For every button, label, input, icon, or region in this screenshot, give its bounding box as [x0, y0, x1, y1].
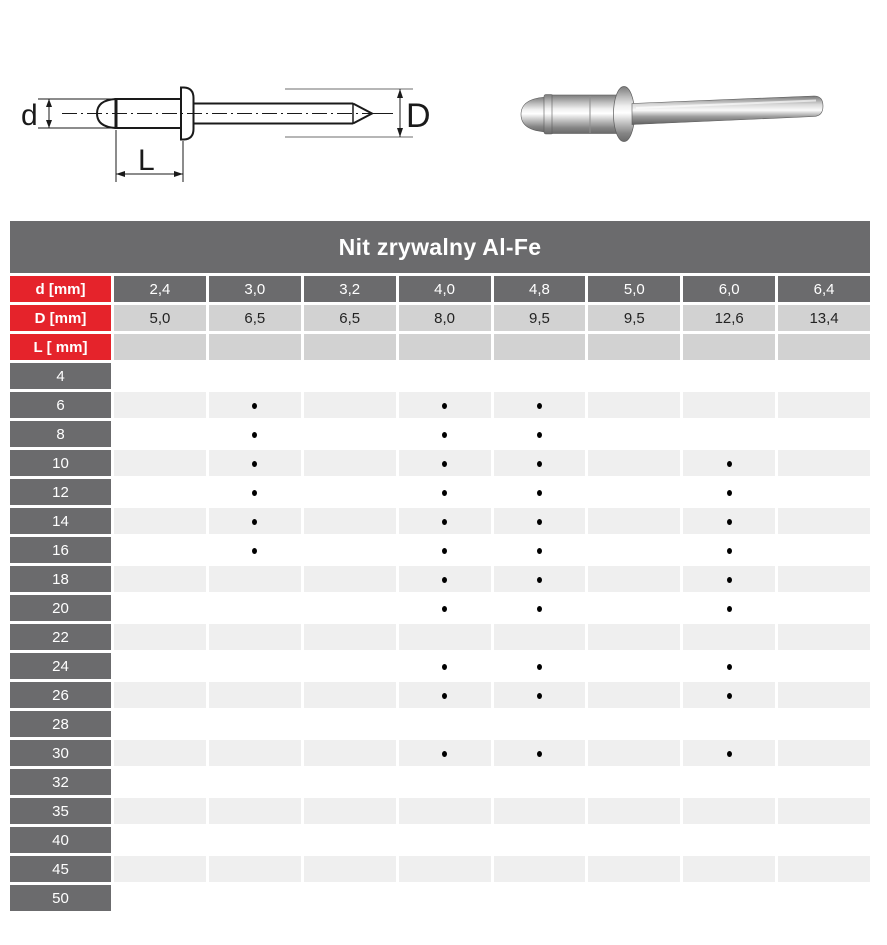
availability-cell	[209, 624, 301, 650]
D-value-cell: 6,5	[304, 305, 396, 331]
length-row	[10, 537, 870, 563]
availability-cell	[683, 769, 775, 795]
availability-cell	[683, 595, 775, 621]
length-label: 20	[10, 595, 111, 621]
availability-cell	[114, 363, 206, 389]
d-value-cell: 3,2	[304, 276, 396, 302]
availability-cell	[304, 479, 396, 505]
availability-cell	[778, 856, 870, 882]
length-row	[10, 885, 870, 911]
availability-cell	[114, 740, 206, 766]
availability-cell	[209, 653, 301, 679]
length-row	[10, 595, 870, 621]
availability-cell	[778, 798, 870, 824]
table-title: Nit zrywalny Al-Fe	[10, 221, 870, 273]
length-label: 30	[10, 740, 111, 766]
availability-cell	[209, 450, 301, 476]
availability-cell	[778, 682, 870, 708]
availability-cell	[114, 508, 206, 534]
arrowhead	[46, 120, 52, 128]
availability-dot	[537, 664, 542, 670]
length-row	[10, 624, 870, 650]
row-D	[10, 305, 870, 331]
availability-cell	[683, 508, 775, 534]
availability-cell	[304, 392, 396, 418]
availability-cell	[304, 827, 396, 853]
dimension-label-d: d	[21, 99, 38, 132]
availability-dot	[537, 577, 542, 583]
availability-cell	[399, 885, 491, 911]
availability-cell	[304, 363, 396, 389]
availability-cell	[683, 740, 775, 766]
availability-dot	[537, 519, 542, 525]
dimension-label-L: L	[138, 144, 155, 177]
availability-cell	[209, 856, 301, 882]
length-row	[10, 740, 870, 766]
availability-cell	[494, 363, 586, 389]
availability-cell	[588, 711, 680, 737]
availability-cell	[399, 827, 491, 853]
availability-cell	[494, 508, 586, 534]
length-row	[10, 711, 870, 737]
rivet-size-table	[7, 218, 873, 914]
availability-cell	[114, 682, 206, 708]
availability-cell	[588, 653, 680, 679]
L-header-cell	[209, 334, 301, 360]
availability-cell	[494, 537, 586, 563]
L-header-cell	[114, 334, 206, 360]
availability-dot	[442, 548, 447, 554]
availability-cell	[209, 537, 301, 563]
row-label-d: d [mm]	[10, 276, 111, 302]
availability-cell	[399, 711, 491, 737]
availability-cell	[494, 856, 586, 882]
availability-dot	[537, 693, 542, 699]
L-header-cell	[778, 334, 870, 360]
availability-cell	[778, 740, 870, 766]
availability-cell	[399, 856, 491, 882]
availability-cell	[114, 653, 206, 679]
availability-dot	[727, 664, 732, 670]
length-row	[10, 856, 870, 882]
availability-cell	[304, 856, 396, 882]
length-row	[10, 508, 870, 534]
availability-cell	[588, 363, 680, 389]
availability-cell	[209, 508, 301, 534]
availability-cell	[588, 798, 680, 824]
availability-cell	[209, 798, 301, 824]
availability-cell	[399, 769, 491, 795]
availability-cell	[494, 392, 586, 418]
length-label: 50	[10, 885, 111, 911]
availability-dot	[537, 606, 542, 612]
availability-dot	[252, 461, 257, 467]
availability-dot	[727, 490, 732, 496]
availability-dot	[252, 548, 257, 554]
availability-dot	[252, 432, 257, 438]
availability-cell	[588, 566, 680, 592]
length-row	[10, 827, 870, 853]
availability-cell	[494, 827, 586, 853]
availability-cell	[399, 392, 491, 418]
availability-dot	[442, 664, 447, 670]
length-label: 28	[10, 711, 111, 737]
D-value-cell: 13,4	[778, 305, 870, 331]
availability-cell	[778, 827, 870, 853]
d-value-cell: 6,0	[683, 276, 775, 302]
length-label: 32	[10, 769, 111, 795]
availability-cell	[114, 566, 206, 592]
availability-cell	[494, 595, 586, 621]
d-value-cell: 6,4	[778, 276, 870, 302]
availability-cell	[209, 421, 301, 447]
availability-dot	[252, 490, 257, 496]
availability-dot	[442, 606, 447, 612]
D-value-cell: 9,5	[494, 305, 586, 331]
length-label: 18	[10, 566, 111, 592]
availability-cell	[494, 711, 586, 737]
d-value-cell: 3,0	[209, 276, 301, 302]
availability-dot	[442, 490, 447, 496]
availability-dot	[727, 751, 732, 757]
availability-cell	[114, 421, 206, 447]
availability-cell	[683, 421, 775, 447]
availability-cell	[778, 450, 870, 476]
length-row	[10, 450, 870, 476]
availability-cell	[778, 479, 870, 505]
d-value-cell: 2,4	[114, 276, 206, 302]
availability-cell	[494, 653, 586, 679]
length-row	[10, 479, 870, 505]
D-value-cell: 12,6	[683, 305, 775, 331]
availability-cell	[399, 450, 491, 476]
d-value-cell: 4,8	[494, 276, 586, 302]
length-label: 22	[10, 624, 111, 650]
availability-dot	[442, 432, 447, 438]
availability-cell	[209, 479, 301, 505]
availability-cell	[588, 624, 680, 650]
arrowhead	[397, 89, 403, 98]
D-value-cell: 9,5	[588, 305, 680, 331]
length-row	[10, 421, 870, 447]
availability-dot	[442, 693, 447, 699]
availability-cell	[683, 392, 775, 418]
photo-mandrel	[632, 96, 823, 125]
availability-cell	[304, 711, 396, 737]
availability-cell	[114, 624, 206, 650]
availability-cell	[683, 682, 775, 708]
length-label: 6	[10, 392, 111, 418]
availability-cell	[778, 885, 870, 911]
photo-flange	[614, 87, 635, 142]
L-header-cell	[683, 334, 775, 360]
availability-dot	[727, 519, 732, 525]
length-row	[10, 392, 870, 418]
availability-cell	[399, 653, 491, 679]
availability-cell	[399, 537, 491, 563]
length-label: 35	[10, 798, 111, 824]
availability-cell	[399, 363, 491, 389]
availability-cell	[114, 392, 206, 418]
arrowhead	[116, 171, 125, 177]
availability-dot	[727, 577, 732, 583]
D-value-cell: 6,5	[209, 305, 301, 331]
availability-cell	[778, 392, 870, 418]
availability-cell	[399, 624, 491, 650]
availability-cell	[494, 798, 586, 824]
availability-cell	[683, 885, 775, 911]
availability-cell	[209, 769, 301, 795]
availability-cell	[304, 885, 396, 911]
availability-dot	[727, 606, 732, 612]
rivet-technical-drawing	[0, 0, 450, 218]
length-row	[10, 363, 870, 389]
availability-cell	[683, 450, 775, 476]
availability-cell	[588, 769, 680, 795]
availability-cell	[778, 653, 870, 679]
availability-cell	[304, 421, 396, 447]
availability-dot	[727, 693, 732, 699]
availability-cell	[399, 421, 491, 447]
availability-cell	[494, 450, 586, 476]
availability-cell	[588, 479, 680, 505]
availability-cell	[304, 537, 396, 563]
availability-cell	[778, 624, 870, 650]
availability-cell	[399, 798, 491, 824]
availability-dot	[537, 490, 542, 496]
arrowhead	[174, 171, 183, 177]
availability-cell	[778, 711, 870, 737]
availability-cell	[209, 711, 301, 737]
availability-dot	[252, 403, 257, 409]
availability-cell	[683, 624, 775, 650]
availability-cell	[304, 769, 396, 795]
availability-cell	[683, 856, 775, 882]
availability-cell	[304, 740, 396, 766]
availability-cell	[114, 856, 206, 882]
availability-cell	[778, 363, 870, 389]
availability-dot	[442, 751, 447, 757]
availability-cell	[494, 682, 586, 708]
availability-dot	[727, 461, 732, 467]
availability-cell	[304, 624, 396, 650]
availability-cell	[494, 885, 586, 911]
availability-cell	[494, 479, 586, 505]
arrowhead	[46, 99, 52, 107]
availability-cell	[114, 769, 206, 795]
availability-cell	[209, 682, 301, 708]
availability-cell	[588, 856, 680, 882]
row-d	[10, 276, 870, 302]
photo-ring	[544, 95, 553, 135]
availability-cell	[209, 595, 301, 621]
availability-cell	[304, 682, 396, 708]
availability-cell	[683, 711, 775, 737]
dimension-label-D: D	[406, 97, 431, 135]
length-row	[10, 653, 870, 679]
availability-cell	[114, 827, 206, 853]
length-label: 45	[10, 856, 111, 882]
length-label: 12	[10, 479, 111, 505]
availability-cell	[588, 508, 680, 534]
length-row	[10, 566, 870, 592]
availability-cell	[494, 769, 586, 795]
availability-cell	[588, 421, 680, 447]
arrowhead	[397, 128, 403, 137]
length-label: 14	[10, 508, 111, 534]
availability-cell	[778, 537, 870, 563]
availability-cell	[778, 508, 870, 534]
photo-body	[552, 95, 618, 134]
row-label-L: L [ mm]	[10, 334, 111, 360]
availability-cell	[114, 479, 206, 505]
availability-cell	[683, 537, 775, 563]
availability-cell	[588, 740, 680, 766]
availability-cell	[399, 682, 491, 708]
availability-dot	[537, 403, 542, 409]
availability-cell	[209, 740, 301, 766]
availability-cell	[683, 363, 775, 389]
availability-cell	[209, 827, 301, 853]
availability-dot	[537, 548, 542, 554]
length-label: 40	[10, 827, 111, 853]
availability-cell	[304, 508, 396, 534]
row-L-header	[10, 334, 870, 360]
availability-cell	[588, 885, 680, 911]
length-row	[10, 769, 870, 795]
D-value-cell: 8,0	[399, 305, 491, 331]
availability-dot	[537, 461, 542, 467]
availability-cell	[494, 740, 586, 766]
availability-cell	[588, 450, 680, 476]
L-header-cell	[399, 334, 491, 360]
availability-cell	[683, 653, 775, 679]
availability-cell	[683, 827, 775, 853]
availability-cell	[304, 653, 396, 679]
availability-cell	[114, 798, 206, 824]
availability-cell	[304, 450, 396, 476]
availability-cell	[778, 595, 870, 621]
row-label-D: D [mm]	[10, 305, 111, 331]
availability-cell	[588, 827, 680, 853]
availability-cell	[304, 566, 396, 592]
availability-cell	[304, 798, 396, 824]
L-header-cell	[588, 334, 680, 360]
availability-cell	[399, 566, 491, 592]
availability-cell	[304, 595, 396, 621]
d-value-cell: 5,0	[588, 276, 680, 302]
availability-cell	[494, 421, 586, 447]
availability-cell	[588, 537, 680, 563]
length-label: 26	[10, 682, 111, 708]
availability-cell	[683, 798, 775, 824]
availability-cell	[399, 595, 491, 621]
availability-cell	[209, 566, 301, 592]
D-value-cell: 5,0	[114, 305, 206, 331]
availability-cell	[209, 885, 301, 911]
L-header-cell	[304, 334, 396, 360]
availability-dot	[442, 461, 447, 467]
availability-dot	[442, 577, 447, 583]
availability-cell	[399, 740, 491, 766]
d-value-cell: 4,0	[399, 276, 491, 302]
availability-dot	[537, 432, 542, 438]
availability-cell	[494, 624, 586, 650]
length-label: 10	[10, 450, 111, 476]
availability-cell	[588, 682, 680, 708]
availability-cell	[778, 769, 870, 795]
availability-dot	[442, 403, 447, 409]
length-label: 24	[10, 653, 111, 679]
availability-cell	[683, 479, 775, 505]
availability-cell	[114, 537, 206, 563]
availability-cell	[683, 566, 775, 592]
length-row	[10, 682, 870, 708]
availability-cell	[209, 392, 301, 418]
availability-cell	[114, 885, 206, 911]
availability-cell	[399, 508, 491, 534]
availability-dot	[442, 519, 447, 525]
length-row	[10, 798, 870, 824]
rivet-photo	[450, 0, 887, 218]
availability-cell	[588, 392, 680, 418]
availability-cell	[114, 595, 206, 621]
availability-cell	[209, 363, 301, 389]
availability-cell	[588, 595, 680, 621]
availability-dot	[537, 751, 542, 757]
length-label: 16	[10, 537, 111, 563]
availability-cell	[778, 566, 870, 592]
L-header-cell	[494, 334, 586, 360]
availability-cell	[114, 711, 206, 737]
length-label: 8	[10, 421, 111, 447]
availability-dot	[727, 548, 732, 554]
availability-cell	[778, 421, 870, 447]
availability-cell	[494, 566, 586, 592]
availability-cell	[399, 479, 491, 505]
availability-cell	[114, 450, 206, 476]
length-label: 4	[10, 363, 111, 389]
availability-dot	[252, 519, 257, 525]
top-section	[0, 0, 887, 218]
